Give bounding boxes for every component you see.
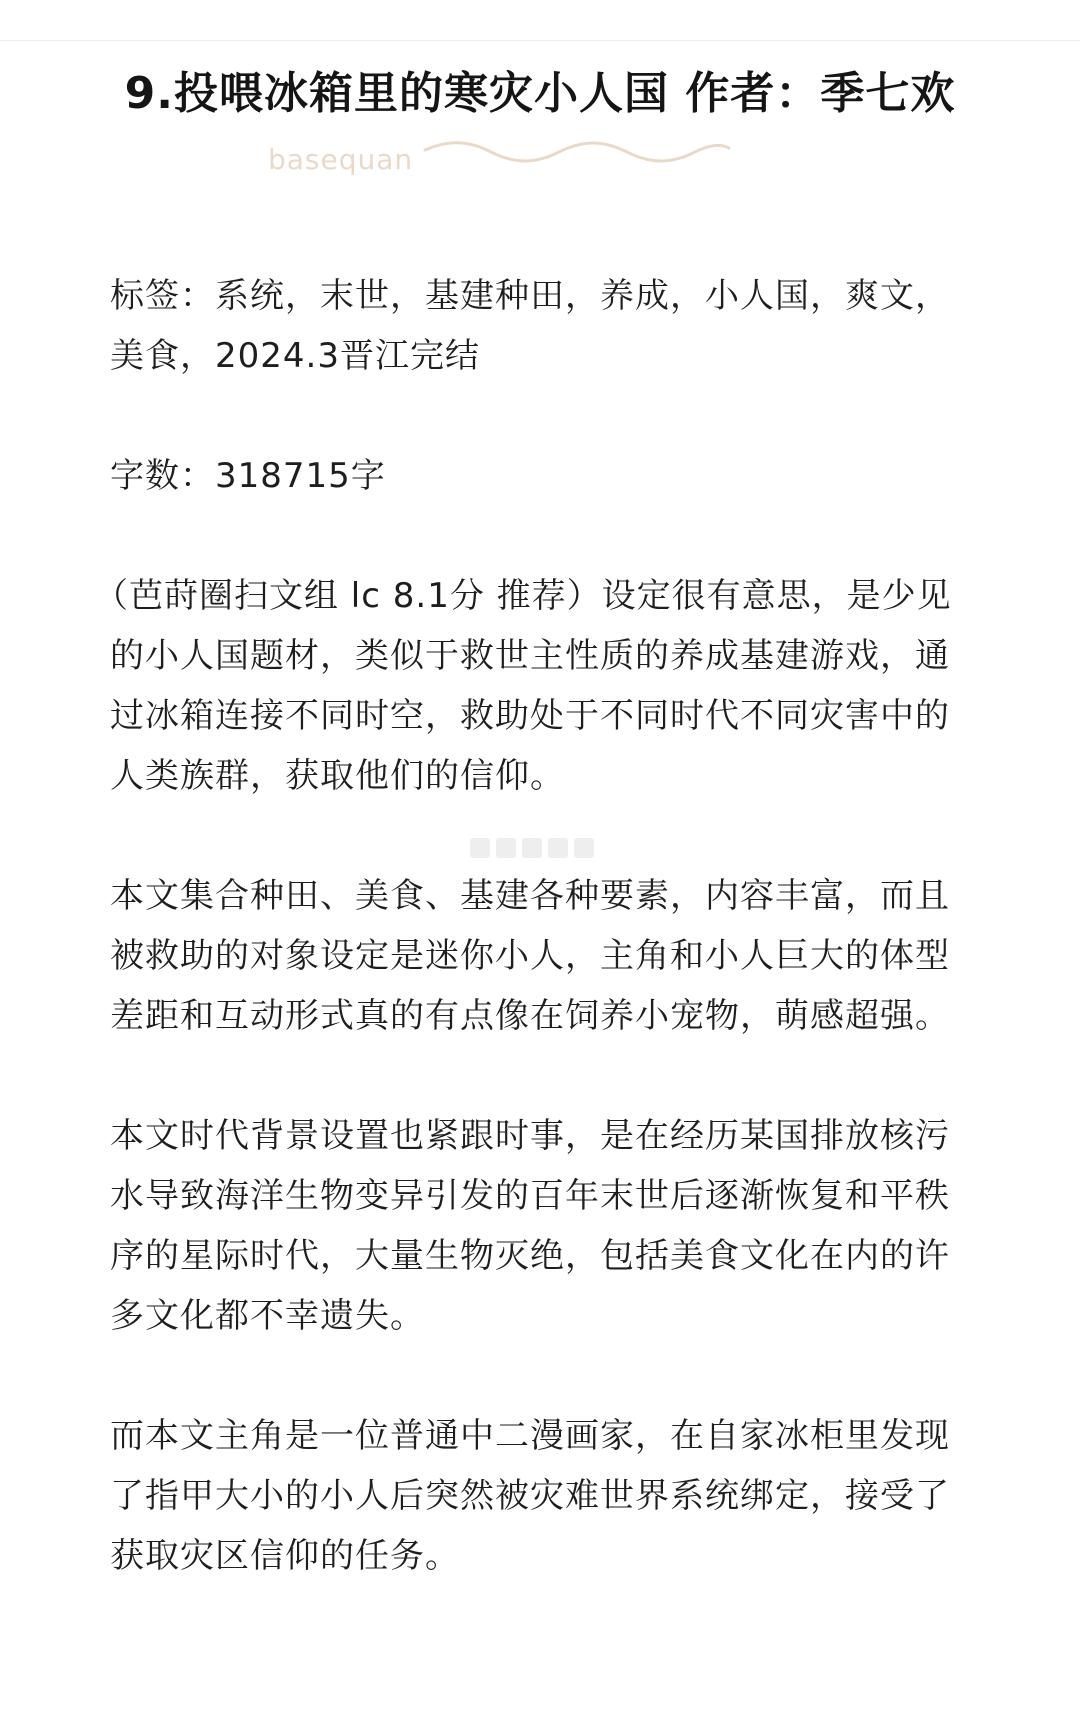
watermark xyxy=(268,140,828,182)
faint-block xyxy=(548,838,568,858)
paragraph-recommend: （芭莳圈扫文组 lc 8.1分 推荐）设定很有意思，是少见的小人国题材，类似于救世主性质的养成基建游戏，通过冰箱连接不同时空，救助处于不同时代不同灾害中的人类族群，获取他们的信仰。 xyxy=(94,576,952,796)
paragraph-protagonist: 而本文主角是一位普通中二漫画家，在自家冰柜里发现了指甲大小的小人后突然被灾难世界系统绑定，接受了获取灾区信仰的任务。 xyxy=(110,1416,950,1576)
faint-watermark-mark xyxy=(470,838,620,860)
wave-ornament-icon xyxy=(423,140,733,180)
article-body xyxy=(94,266,978,1646)
paragraph-background: 本文时代背景设置也紧跟时事，是在经历某国排放核污水导致海洋生物变异引发的百年末世后逐渐恢复和平秩序的星际时代，大量生物灭绝，包括美食文化在内的许多文化都不幸遗失。 xyxy=(110,1116,950,1336)
top-divider xyxy=(0,40,1080,41)
faint-block xyxy=(522,838,542,858)
paragraph-word-count: 字数：318715字 xyxy=(110,456,386,496)
watermark-text: basequan xyxy=(268,143,414,176)
faint-block xyxy=(470,838,490,858)
paragraph-tags: 标签：系统，末世，基建种田，养成，小人国，爽文，美食，2024.3晋江完结 xyxy=(110,276,950,376)
page-title: 9.投喂冰箱里的寒灾小人国 作者：季七欢 xyxy=(124,68,956,119)
faint-block xyxy=(496,838,516,858)
faint-block xyxy=(574,838,594,858)
paragraph-elements: 本文集合种田、美食、基建各种要素，内容丰富，而且被救助的对象设定是迷你小人，主角和小人巨大的体型差距和互动形式真的有点像在饲养小宠物，萌感超强。 xyxy=(110,876,950,1036)
